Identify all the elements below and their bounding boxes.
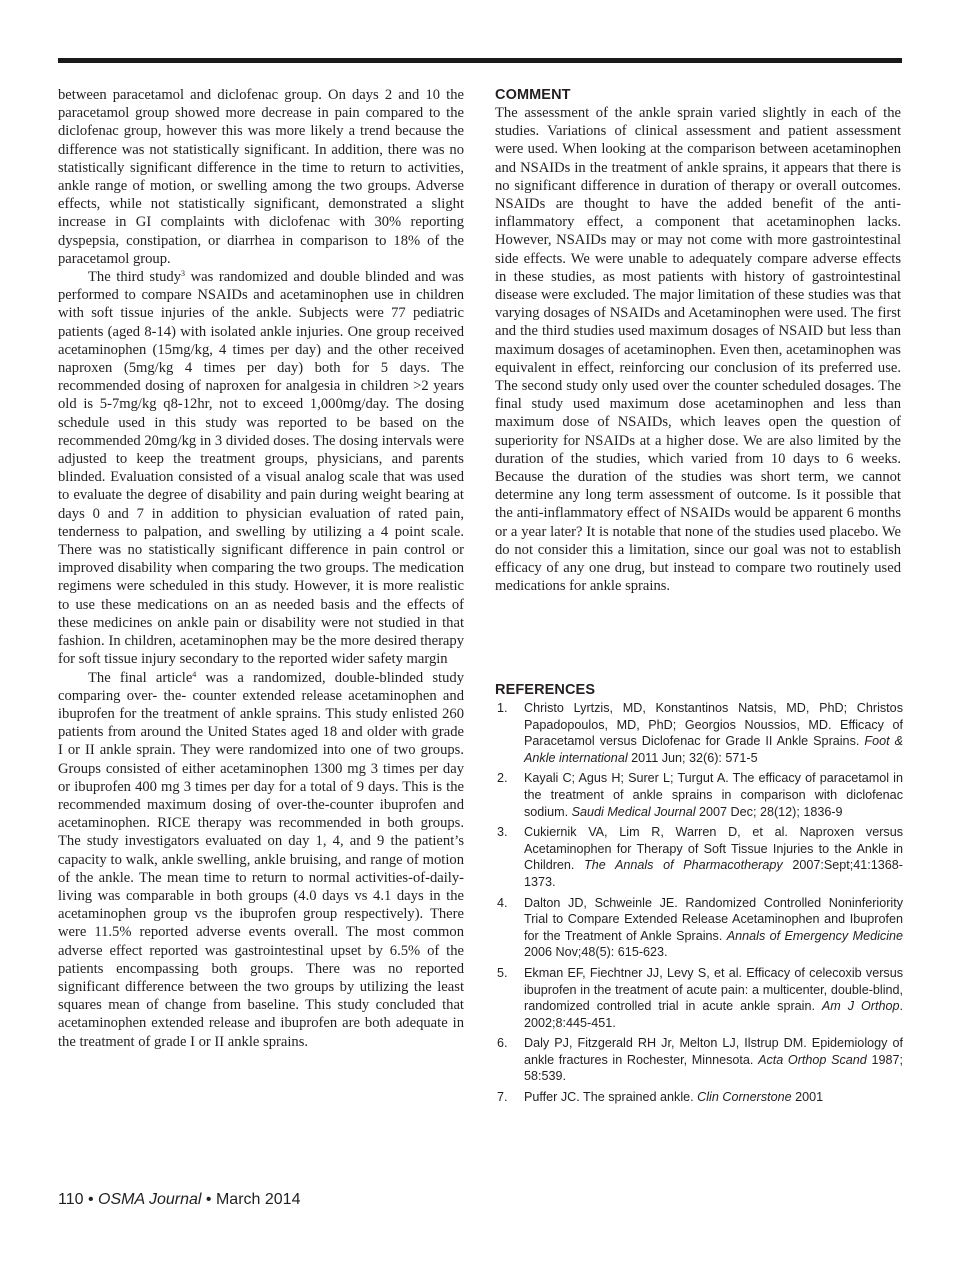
paragraph-final-article [58,669,464,1051]
reference-journal: The Annals of Pharmacotherapy [584,858,783,873]
page-footer [58,1190,300,1210]
reference-item: 1. Christo Lyrtzis, MD, Konstantinos Natsis, MD, PhD; Christos Papadopoulos, MD, PhD; Georgios Noussios, MD. Efficacy of Paracetamol versus Diclofenac for Grade II Ankle Sprains. Foot & Ankle international 2011 Jun; 32(6): 571-5 [497,701,903,765]
journal-name: OSMA Journal [98,1191,202,1208]
comment-text: The assessment of the ankle sprain varied slightly in each of the studies. Variations of clinical assessment and patient assessment were used. When looking at the comparison between acetaminophen and NSAIDs in the treatment of ankle sprains, it appears that there is no significant difference in duration of therapy or overall outcomes. NSAIDs are thought to have the added benefit of the anti-inflammatory effect, a component that acetaminophen lacks. However, NSAIDs may or may not come with more gastrointestinal side effects. We were unable to adequately compare adverse effects in these studies, as most patients with history of gastrointestinal disease were excluded. The major limitation of these studies was that varying dosages of NSAIDs and Acetaminophen were used. The first and the third studies used maximum dosages of NSAID but less than maximum dosages of acetaminophen. Even then, acetaminophen was equivalent in effect, reinforcing our conclusion of its preferred use. The second study only used over the counter scheduled dosages. The final study used maximum dose acetaminophen and less than maximum dose of NSAIDs, which leaves open the question of superiority for NSAIDs at a higher dose. We are also limited by the duration of the studies, which varied from 10 days to 6 weeks. Because the duration of the studies was short term, we cannot determine any long term assessment of outcome. Is it possible that the anti-inflammatory effect of NSAIDs would be apparent 6 months or a year later? It is notable that none of the studies used placebo. We do not consider this a limitation, since our goal was not to establish efficacy of any one drug, but instead to compare two routinely used medications for ankle sprains. [495,105,901,595]
reference-item: 4. Dalton JD, Schweinle JE. Randomized Controlled Noninferiority Trial to Compare Extended Release Acetaminophen and Ibuprofen for the Treatment of Ankle Sprains. Annals of Emergency Medicine 2006 Nov;48(5): 615-623. [497,895,903,960]
reference-journal: Clin Cornerstone [697,1090,792,1105]
reference-item: 6. Daly PJ, Fitzgerald RH Jr, Melton LJ, Ilstrup DM. Epidemiology of ankle fractures in Rochester, Minnesota. Acta Orthop Scand 1987; 58:539. [497,1036,903,1084]
reference-item: 3. Cukiernik VA, Lim R, Warren D, et al. Naproxen versus Acetaminophen for Therapy of Soft Tissue Injuries to the Ankle in Children. The Annals of Pharmacotherapy 2007:Sept;41:1368-1373. [497,825,903,889]
paragraph-third-study-start: The third study [88,269,182,286]
references-list [495,700,903,1110]
citation-3: 3 [181,269,186,279]
paragraph-continuation: between paracetamol and diclofenac group. On days 2 and 10 the paracetamol group showed more decrease in pain compared to the diclofenac group, however this was more likely a trend because the difference was not statistically significant. In addition, there was no statistically significant difference in the time to return to activities, ankle range of motion, or swelling among the two groups. Adverse effects, while not statistically significant, demonstrated a slight increase in GI complaints with diclofenac with 30% reporting dyspepsia, constipation, or diarrhea in comparison to 18% of the paracetamol group. [58,87,464,267]
paragraph-final-article-rest: was a randomized, double-blinded study comparing over- the- counter extended release acetaminophen and ibuprofen for the treatment of ankle sprains. This study enlisted 260 patients from around the United States aged 18 and older with grade I or II ankle sprain. They were randomized into one of two groups. Groups consisted of either acetaminophen 1300 mg 3 times per day or ibuprofen 400 mg 3 times per day for a total of 9 days. This is the recommended maximum dosing of over-the-counter ibuprofen and acetaminophen. RICE therapy was recommended in both groups. The study investigators evaluated on day 1, 4, and 9 the patient’s capacity to walk, ankle swelling, ankle bruising, and range of motion of the ankle. The mean time to return to normal activities-of-daily-living was comparable in both groups (4.0 days vs 4.1 days in the acetaminophen group vs the ibuprofen group respectively). There were 11.5% reported adverse events overall. The most common adverse effect reported was gastrointestinal upset by 6.5% of the patients encompassing both groups. There was no reported significant difference between the two groups by utilizing the least squares mean of change from baseline. This study concluded that acetaminophen extended release and ibuprofen are both adequate in the treatment of grade I or II ankle sprains. [58,669,464,1050]
footer-separator: • [201,1191,216,1208]
paragraph-final-article-start: The final article [88,669,193,686]
comment-heading: COMMENT [495,87,571,103]
page-number: 110 [58,1191,84,1208]
citation-4: 4 [192,669,197,679]
reference-item: 5. Ekman EF, Fiechtner JJ, Levy S, et al. Efficacy of celecoxib versus ibuprofen in the treatment of acute pain: a multicenter, double-blind, randomized controlled trial in acute ankle sprain. Am J Orthop. 2002;8:445-451. [497,965,904,1030]
reference-item: 2. Kayali C; Agus H; Surer L; Turgut A. The efficacy of paracetamol in the treatment of ankle sprains in comparison with diclofenac sodium. Saudi Medical Journal 2007 Dec; 28(12); 1836-9 [497,771,903,819]
issue-date: March 2014 [215,1191,301,1208]
reference-item: 7. Puffer JC. The sprained ankle. Clin Cornerstone 2001 [497,1090,824,1105]
reference-journal: Foot & Ankle international [524,734,903,765]
reference-journal: Am J Orthop [821,999,900,1014]
paragraph-third-study-rest: was randomized and double blinded and was performed to compare NSAIDs and acetaminophen use in children with soft tissue injuries of the ankle. Subjects were 77 pediatric patients (aged 8-14) with isolated ankle injuries. One group received acetaminophen (15mg/kg, 4 times per day) and the other received naproxen (5mg/kg 4 times per day) both for 5 days. The recommended dosing of naproxen for analgesia in children >2 years old is 5-7mg/kg q8-12hr, not to exceed 1,000mg/day. The dosing schedule used in this study was reported to be based on the recommended 20mg/kg in 3 divided doses. The dosing intervals were adjusted to keep the treatment groups, physicians, and parents blinded. Evaluation consisted of a visual analog scale that was used to evaluate the degree of disability and pain during weight bearing at days 0 and 7 in addition to physician evaluation of rated pain, tenderness to palpation, and swelling by utilizing a 4 point scale. There was no statistically significant difference in pain control or improved disability when comparing the two groups. The medication regimens were scheduled in this study. However, it is more realistic to use these medications on an as needed basis and the effects of these medicines on ankle pain or disability were not studied in that fashion. In children, acetaminophen may be the more desired therapy for soft tissue injury secondary to the reported wider safety margin [58,269,464,668]
footer-separator: • [83,1191,99,1208]
references-heading: REFERENCES [495,682,596,698]
header-rule [58,58,902,63]
paragraph-third-study [58,268,464,668]
left-column [58,86,464,1051]
reference-journal: Annals of Emergency Medicine [726,928,903,943]
comment-section [495,86,901,595]
reference-journal: Acta Orthop Scand [758,1052,867,1067]
reference-journal: Saudi Medical Journal [571,804,696,819]
